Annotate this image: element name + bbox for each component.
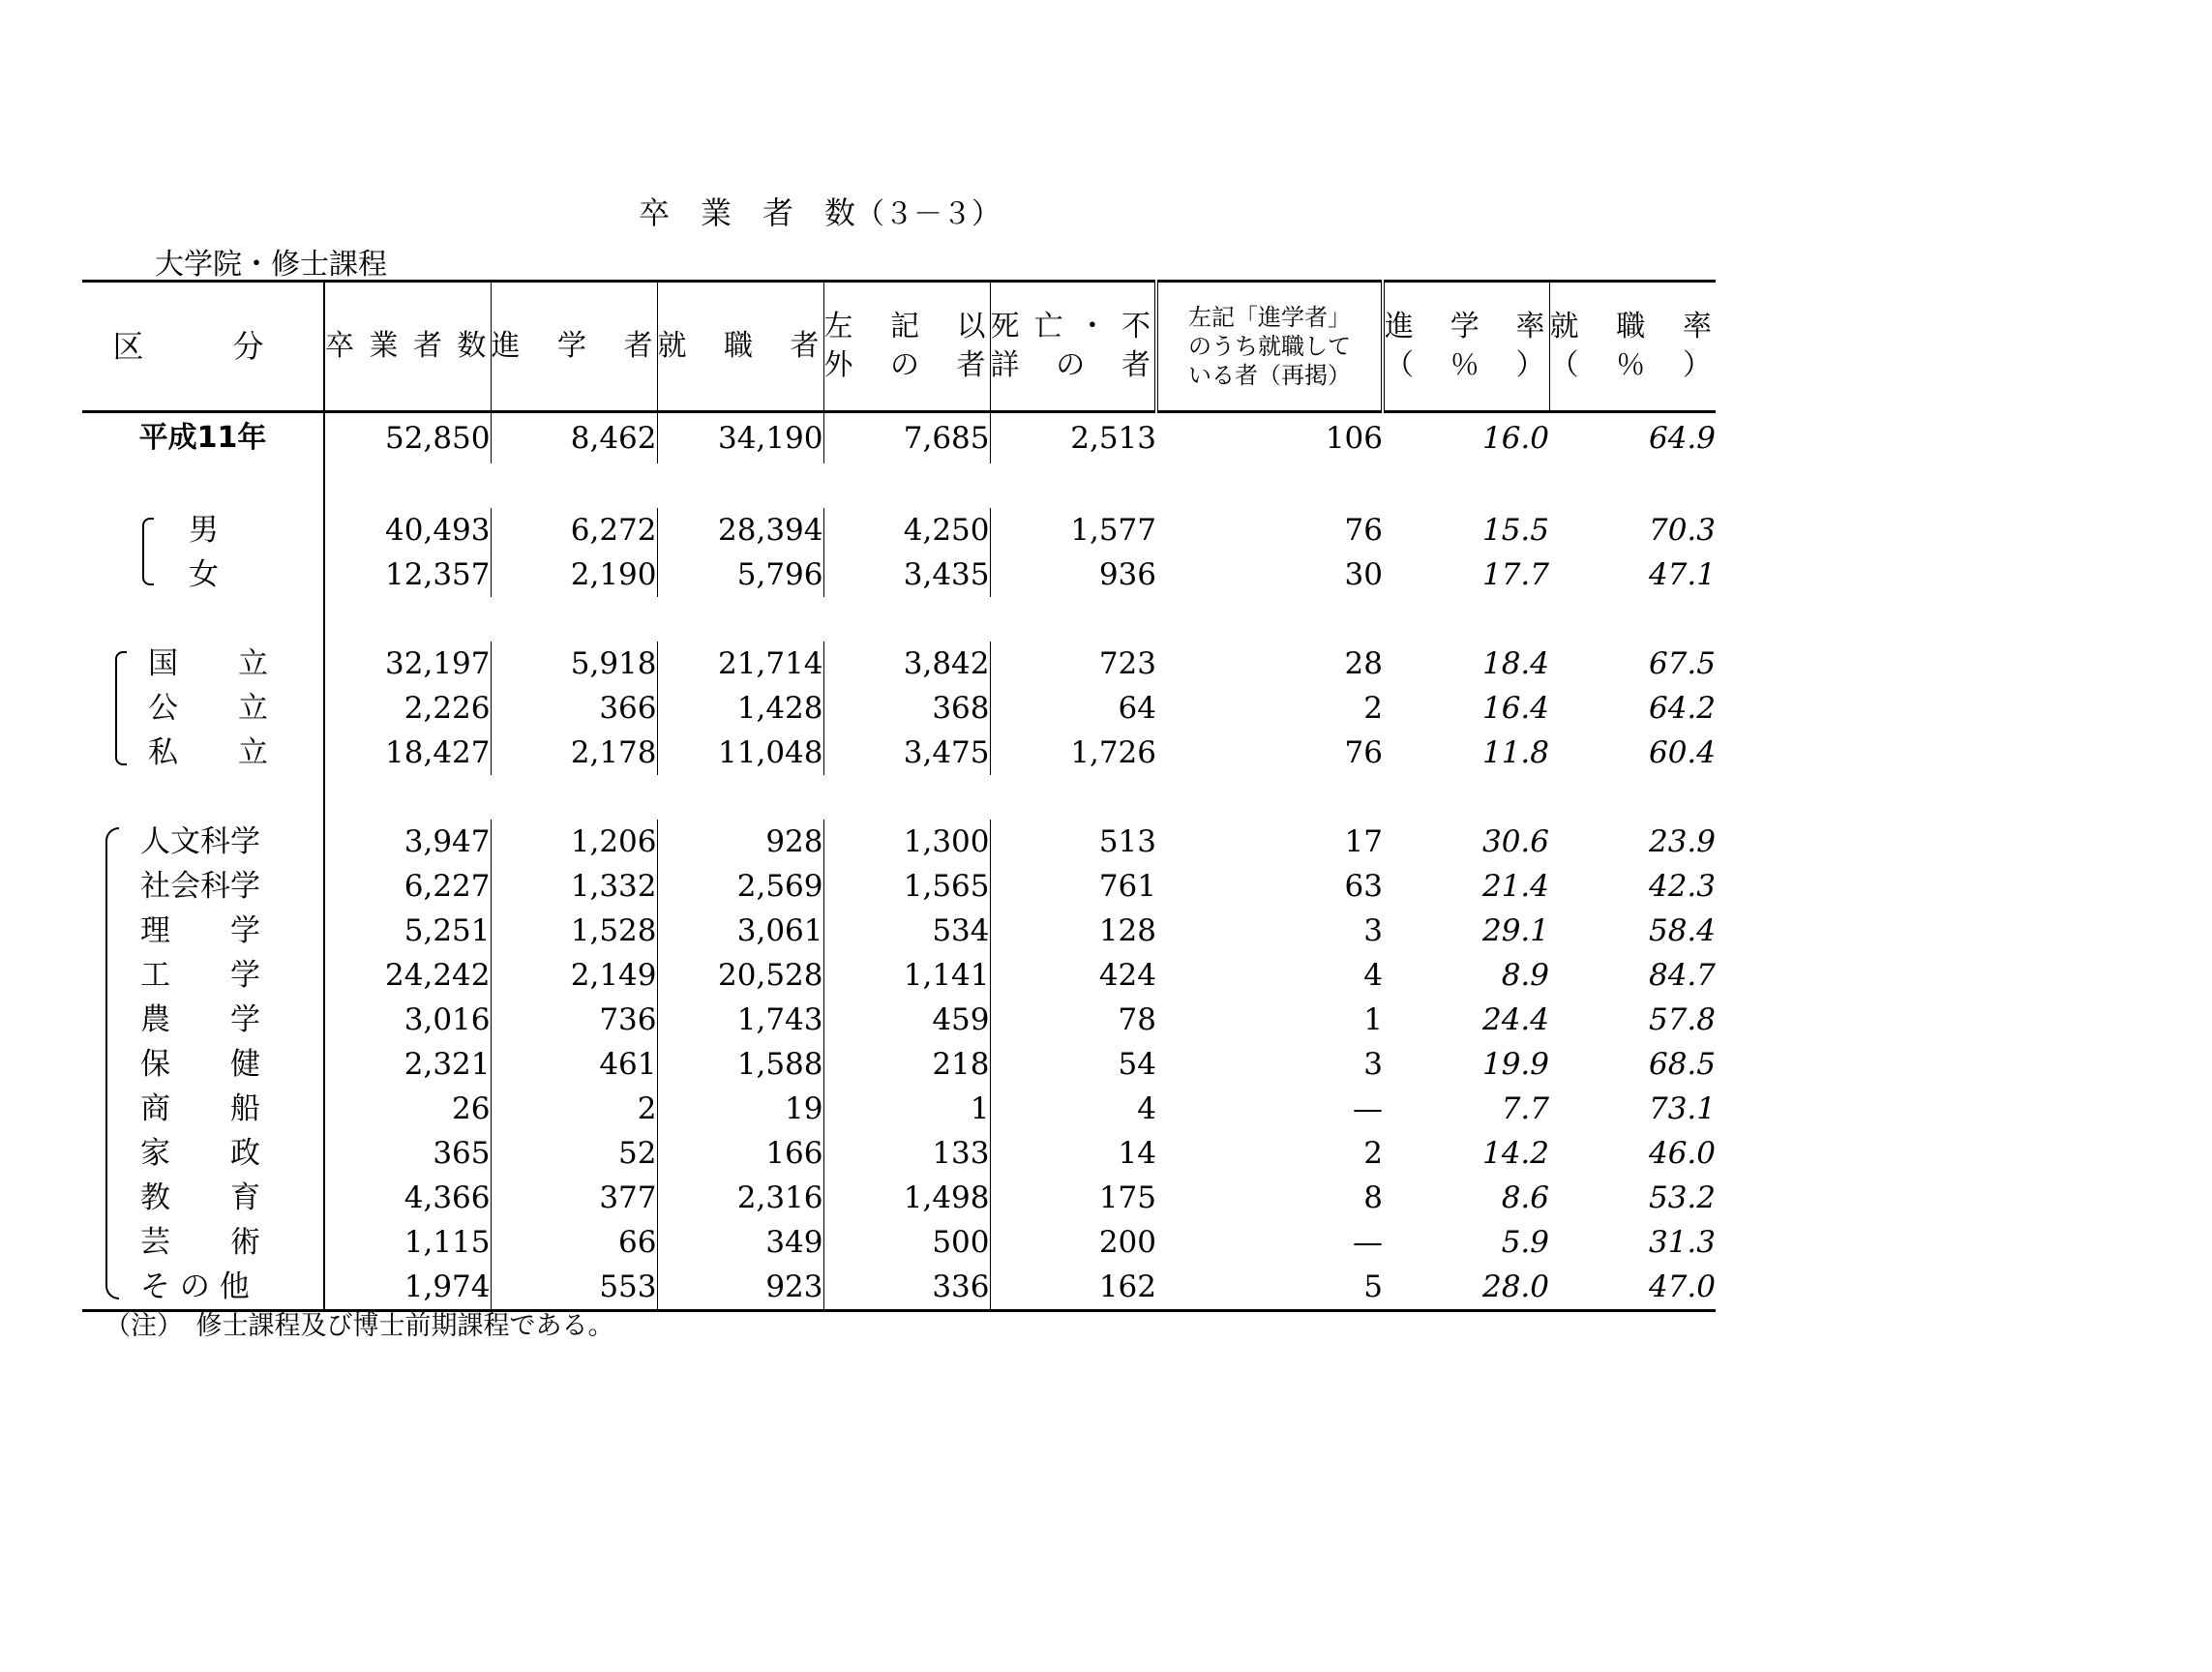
cell-advance: 461 — [491, 1042, 657, 1087]
table-row — [82, 1176, 1716, 1220]
footnote: （注） 修士課程及び博士前期課程である。 — [105, 1311, 614, 1341]
cell-death: 54 — [990, 1042, 1156, 1087]
cell-employed: 20,528 — [657, 953, 823, 998]
cell-rei: 1 — [1363, 1002, 1383, 1037]
cell-advance-rate: 8.9 — [1501, 958, 1549, 993]
page-title — [639, 189, 1001, 233]
header-other: 左 記 以 外 の 者 — [823, 282, 990, 412]
cell-advance-rate: 30.6 — [1481, 824, 1549, 859]
cell-employed: 923 — [657, 1265, 823, 1311]
row-label: 保 健 — [140, 1047, 260, 1082]
row-label: 社会科学 — [140, 869, 260, 904]
row-label: 芸 術 — [140, 1225, 260, 1260]
cell-advance: 8,462 — [491, 412, 657, 464]
header-rei: 左記「進学者」 のうち就職して いる者（再掲） — [1156, 282, 1383, 412]
cell-employment-rate: 64.9 — [1648, 421, 1716, 456]
cell-employment-rate: 47.0 — [1648, 1269, 1716, 1304]
cell-advance-rate: 7.7 — [1501, 1091, 1549, 1126]
row-label: 私 立 — [148, 735, 268, 770]
cell-employed: 349 — [657, 1220, 823, 1265]
row-label: 人文科学 — [82, 820, 324, 864]
cell-employed: 28,394 — [657, 508, 823, 552]
cell-employment-rate: 64.2 — [1648, 691, 1716, 726]
table-row — [82, 508, 1716, 552]
spacer-row — [82, 463, 1716, 508]
cell-employment-rate: 58.4 — [1648, 913, 1716, 948]
cell-advance: 1,528 — [491, 909, 657, 953]
table-row — [82, 864, 1716, 909]
cell-advance-rate: 24.4 — [1481, 1002, 1549, 1037]
cell-advance: 2,149 — [491, 953, 657, 998]
cell-death: 200 — [990, 1220, 1156, 1265]
cell-employment-rate: 42.3 — [1648, 869, 1716, 904]
table-row — [82, 953, 1716, 998]
cell-employment-rate: 70.3 — [1648, 513, 1716, 548]
cell-graduates: 1,974 — [324, 1265, 491, 1311]
cell-employment-rate: 23.9 — [1648, 824, 1716, 859]
cell-graduates: 2,226 — [324, 686, 491, 731]
row-label: そ の 他 — [140, 1269, 250, 1304]
cell-rei: — — [1353, 1225, 1383, 1260]
cell-other: 1 — [823, 1087, 990, 1131]
cell-graduates: 24,242 — [324, 953, 491, 998]
cell-employed: 2,316 — [657, 1176, 823, 1220]
cell-rei: 30 — [1344, 557, 1383, 592]
header-row — [82, 282, 1716, 412]
cell-death: 723 — [990, 642, 1156, 686]
cell-employment-rate: 47.1 — [1648, 557, 1716, 592]
cell-graduates: 3,947 — [324, 820, 491, 864]
table-row — [82, 1087, 1716, 1131]
cell-employed: 19 — [657, 1087, 823, 1131]
row-label: 教 育 — [140, 1180, 260, 1215]
cell-employment-rate: 53.2 — [1648, 1180, 1716, 1215]
header-employment-rate: 就 職 率 （ ％ ） — [1549, 282, 1716, 412]
cell-other: 7,685 — [823, 412, 990, 464]
row-label: 商 船 — [140, 1091, 260, 1126]
cell-death: 64 — [990, 686, 1156, 731]
header-graduates: 卒業者数 — [324, 282, 491, 412]
cell-advance: 2 — [491, 1087, 657, 1131]
cell-advance: 553 — [491, 1265, 657, 1311]
cell-rei: 76 — [1344, 513, 1383, 548]
cell-other: 534 — [823, 909, 990, 953]
cell-advance-rate: 8.6 — [1501, 1180, 1549, 1215]
cell-death: 4 — [990, 1087, 1156, 1131]
cell-employment-rate: 60.4 — [1648, 735, 1716, 770]
cell-graduates: 40,493 — [324, 508, 491, 552]
table-subtitle: 大学院・修士課程 — [155, 248, 387, 282]
cell-other: 4,250 — [823, 508, 990, 552]
cell-graduates: 3,016 — [324, 998, 491, 1042]
cell-rei: 5 — [1363, 1269, 1383, 1304]
cell-advance-rate: 21.4 — [1481, 869, 1549, 904]
cell-death: 175 — [990, 1176, 1156, 1220]
cell-advance: 2,190 — [491, 552, 657, 597]
cell-employed: 5,796 — [657, 552, 823, 597]
table-row — [82, 1220, 1716, 1265]
cell-graduates: 52,850 — [324, 412, 491, 464]
table-row — [82, 909, 1716, 953]
header-death-unknown: 死亡・不 詳 の 者 — [990, 282, 1156, 412]
header-advance: 進 学 者 — [491, 282, 657, 412]
cell-advance-rate: 19.9 — [1481, 1047, 1549, 1082]
cell-advance-rate: 11.8 — [1481, 735, 1549, 770]
table-row — [82, 1042, 1716, 1087]
cell-advance: 1,206 — [491, 820, 657, 864]
cell-death: 128 — [990, 909, 1156, 953]
cell-other: 1,141 — [823, 953, 990, 998]
header-category: 区 分 — [82, 282, 324, 412]
cell-other: 133 — [823, 1131, 990, 1176]
cell-advance: 2,178 — [491, 731, 657, 775]
title-suffix: （３－３） — [855, 197, 1001, 231]
spacer-row — [82, 597, 1716, 642]
table-row — [82, 820, 1716, 864]
cell-other: 500 — [823, 1220, 990, 1265]
cell-advance-rate: 16.0 — [1481, 421, 1549, 456]
cell-advance: 6,272 — [491, 508, 657, 552]
cell-employment-rate: 73.1 — [1648, 1091, 1716, 1126]
row-label: 国 立 — [82, 642, 324, 686]
title-main: 卒 業 者 数 — [639, 194, 856, 231]
header-employed: 就 職 者 — [657, 282, 823, 412]
cell-advance: 736 — [491, 998, 657, 1042]
cell-employed: 34,190 — [657, 412, 823, 464]
spacer-row — [82, 775, 1716, 820]
cell-death: 761 — [990, 864, 1156, 909]
cell-death: 513 — [990, 820, 1156, 864]
row-label: 男 — [82, 508, 324, 552]
cell-rei: — — [1353, 1091, 1383, 1126]
cell-rei: 106 — [1325, 421, 1383, 456]
row-label: 理 学 — [140, 913, 260, 948]
cell-death: 78 — [990, 998, 1156, 1042]
cell-rei: 8 — [1363, 1180, 1383, 1215]
table-row — [82, 1131, 1716, 1176]
cell-advance-rate: 5.9 — [1501, 1225, 1549, 1260]
cell-advance-rate: 17.7 — [1481, 557, 1549, 592]
cell-death: 162 — [990, 1265, 1156, 1311]
row-label: 女 — [189, 557, 219, 592]
cell-rei: 4 — [1363, 958, 1383, 993]
cell-employment-rate: 46.0 — [1648, 1136, 1716, 1171]
cell-advance: 5,918 — [491, 642, 657, 686]
cell-employed: 928 — [657, 820, 823, 864]
cell-advance-rate: 14.2 — [1481, 1136, 1549, 1171]
table-row — [82, 686, 1716, 731]
table-row — [82, 552, 1716, 597]
cell-advance: 377 — [491, 1176, 657, 1220]
cell-other: 3,435 — [823, 552, 990, 597]
cell-employment-rate: 84.7 — [1648, 958, 1716, 993]
header-advance-rate: 進 学 率 （ ％ ） — [1383, 282, 1549, 412]
cell-employed: 3,061 — [657, 909, 823, 953]
cell-advance-rate: 28.0 — [1481, 1269, 1549, 1304]
cell-graduates: 5,251 — [324, 909, 491, 953]
table-row — [82, 731, 1716, 775]
cell-other: 459 — [823, 998, 990, 1042]
cell-advance: 66 — [491, 1220, 657, 1265]
cell-employment-rate: 57.8 — [1648, 1002, 1716, 1037]
cell-graduates: 18,427 — [324, 731, 491, 775]
cell-graduates: 32,197 — [324, 642, 491, 686]
cell-graduates: 6,227 — [324, 864, 491, 909]
cell-other: 368 — [823, 686, 990, 731]
cell-death: 14 — [990, 1131, 1156, 1176]
cell-graduates: 12,357 — [324, 552, 491, 597]
cell-rei: 28 — [1344, 646, 1383, 681]
cell-rei: 3 — [1363, 913, 1383, 948]
cell-employed: 11,048 — [657, 731, 823, 775]
cell-other: 1,300 — [823, 820, 990, 864]
cell-employment-rate: 68.5 — [1648, 1047, 1716, 1082]
cell-rei: 3 — [1363, 1047, 1383, 1082]
cell-death: 1,726 — [990, 731, 1156, 775]
cell-rei: 63 — [1344, 869, 1383, 904]
cell-advance-rate: 15.5 — [1481, 513, 1549, 548]
cell-rei: 2 — [1363, 1136, 1383, 1171]
cell-advance-rate: 16.4 — [1481, 691, 1549, 726]
cell-employed: 1,588 — [657, 1042, 823, 1087]
cell-death: 936 — [990, 552, 1156, 597]
cell-other: 1,498 — [823, 1176, 990, 1220]
cell-employment-rate: 31.3 — [1648, 1225, 1716, 1260]
row-label: 工 学 — [140, 958, 260, 993]
cell-graduates: 365 — [324, 1131, 491, 1176]
cell-death: 2,513 — [990, 412, 1156, 464]
cell-employed: 21,714 — [657, 642, 823, 686]
graduates-table — [82, 280, 1716, 1312]
row-label: 農 学 — [140, 1002, 260, 1037]
cell-other: 3,475 — [823, 731, 990, 775]
cell-other: 1,565 — [823, 864, 990, 909]
cell-graduates: 4,366 — [324, 1176, 491, 1220]
table-row — [82, 412, 1716, 464]
row-label: 平成11年 — [138, 421, 267, 455]
cell-employed: 1,428 — [657, 686, 823, 731]
cell-graduates: 1,115 — [324, 1220, 491, 1265]
cell-employed: 2,569 — [657, 864, 823, 909]
cell-advance: 366 — [491, 686, 657, 731]
cell-advance: 52 — [491, 1131, 657, 1176]
cell-advance-rate: 18.4 — [1481, 646, 1549, 681]
cell-advance: 1,332 — [491, 864, 657, 909]
cell-employed: 166 — [657, 1131, 823, 1176]
cell-death: 424 — [990, 953, 1156, 998]
cell-advance-rate: 29.1 — [1481, 913, 1549, 948]
cell-graduates: 2,321 — [324, 1042, 491, 1087]
cell-graduates: 26 — [324, 1087, 491, 1131]
cell-rei: 17 — [1344, 824, 1383, 859]
cell-employment-rate: 67.5 — [1648, 646, 1716, 681]
table-row — [82, 642, 1716, 686]
cell-other: 218 — [823, 1042, 990, 1087]
cell-rei: 2 — [1363, 691, 1383, 726]
row-label: 公 立 — [148, 691, 268, 726]
row-label: 家 政 — [140, 1136, 260, 1171]
cell-rei: 76 — [1344, 735, 1383, 770]
cell-other: 3,842 — [823, 642, 990, 686]
cell-death: 1,577 — [990, 508, 1156, 552]
table-row — [82, 998, 1716, 1042]
cell-employed: 1,743 — [657, 998, 823, 1042]
cell-other: 336 — [823, 1265, 990, 1311]
